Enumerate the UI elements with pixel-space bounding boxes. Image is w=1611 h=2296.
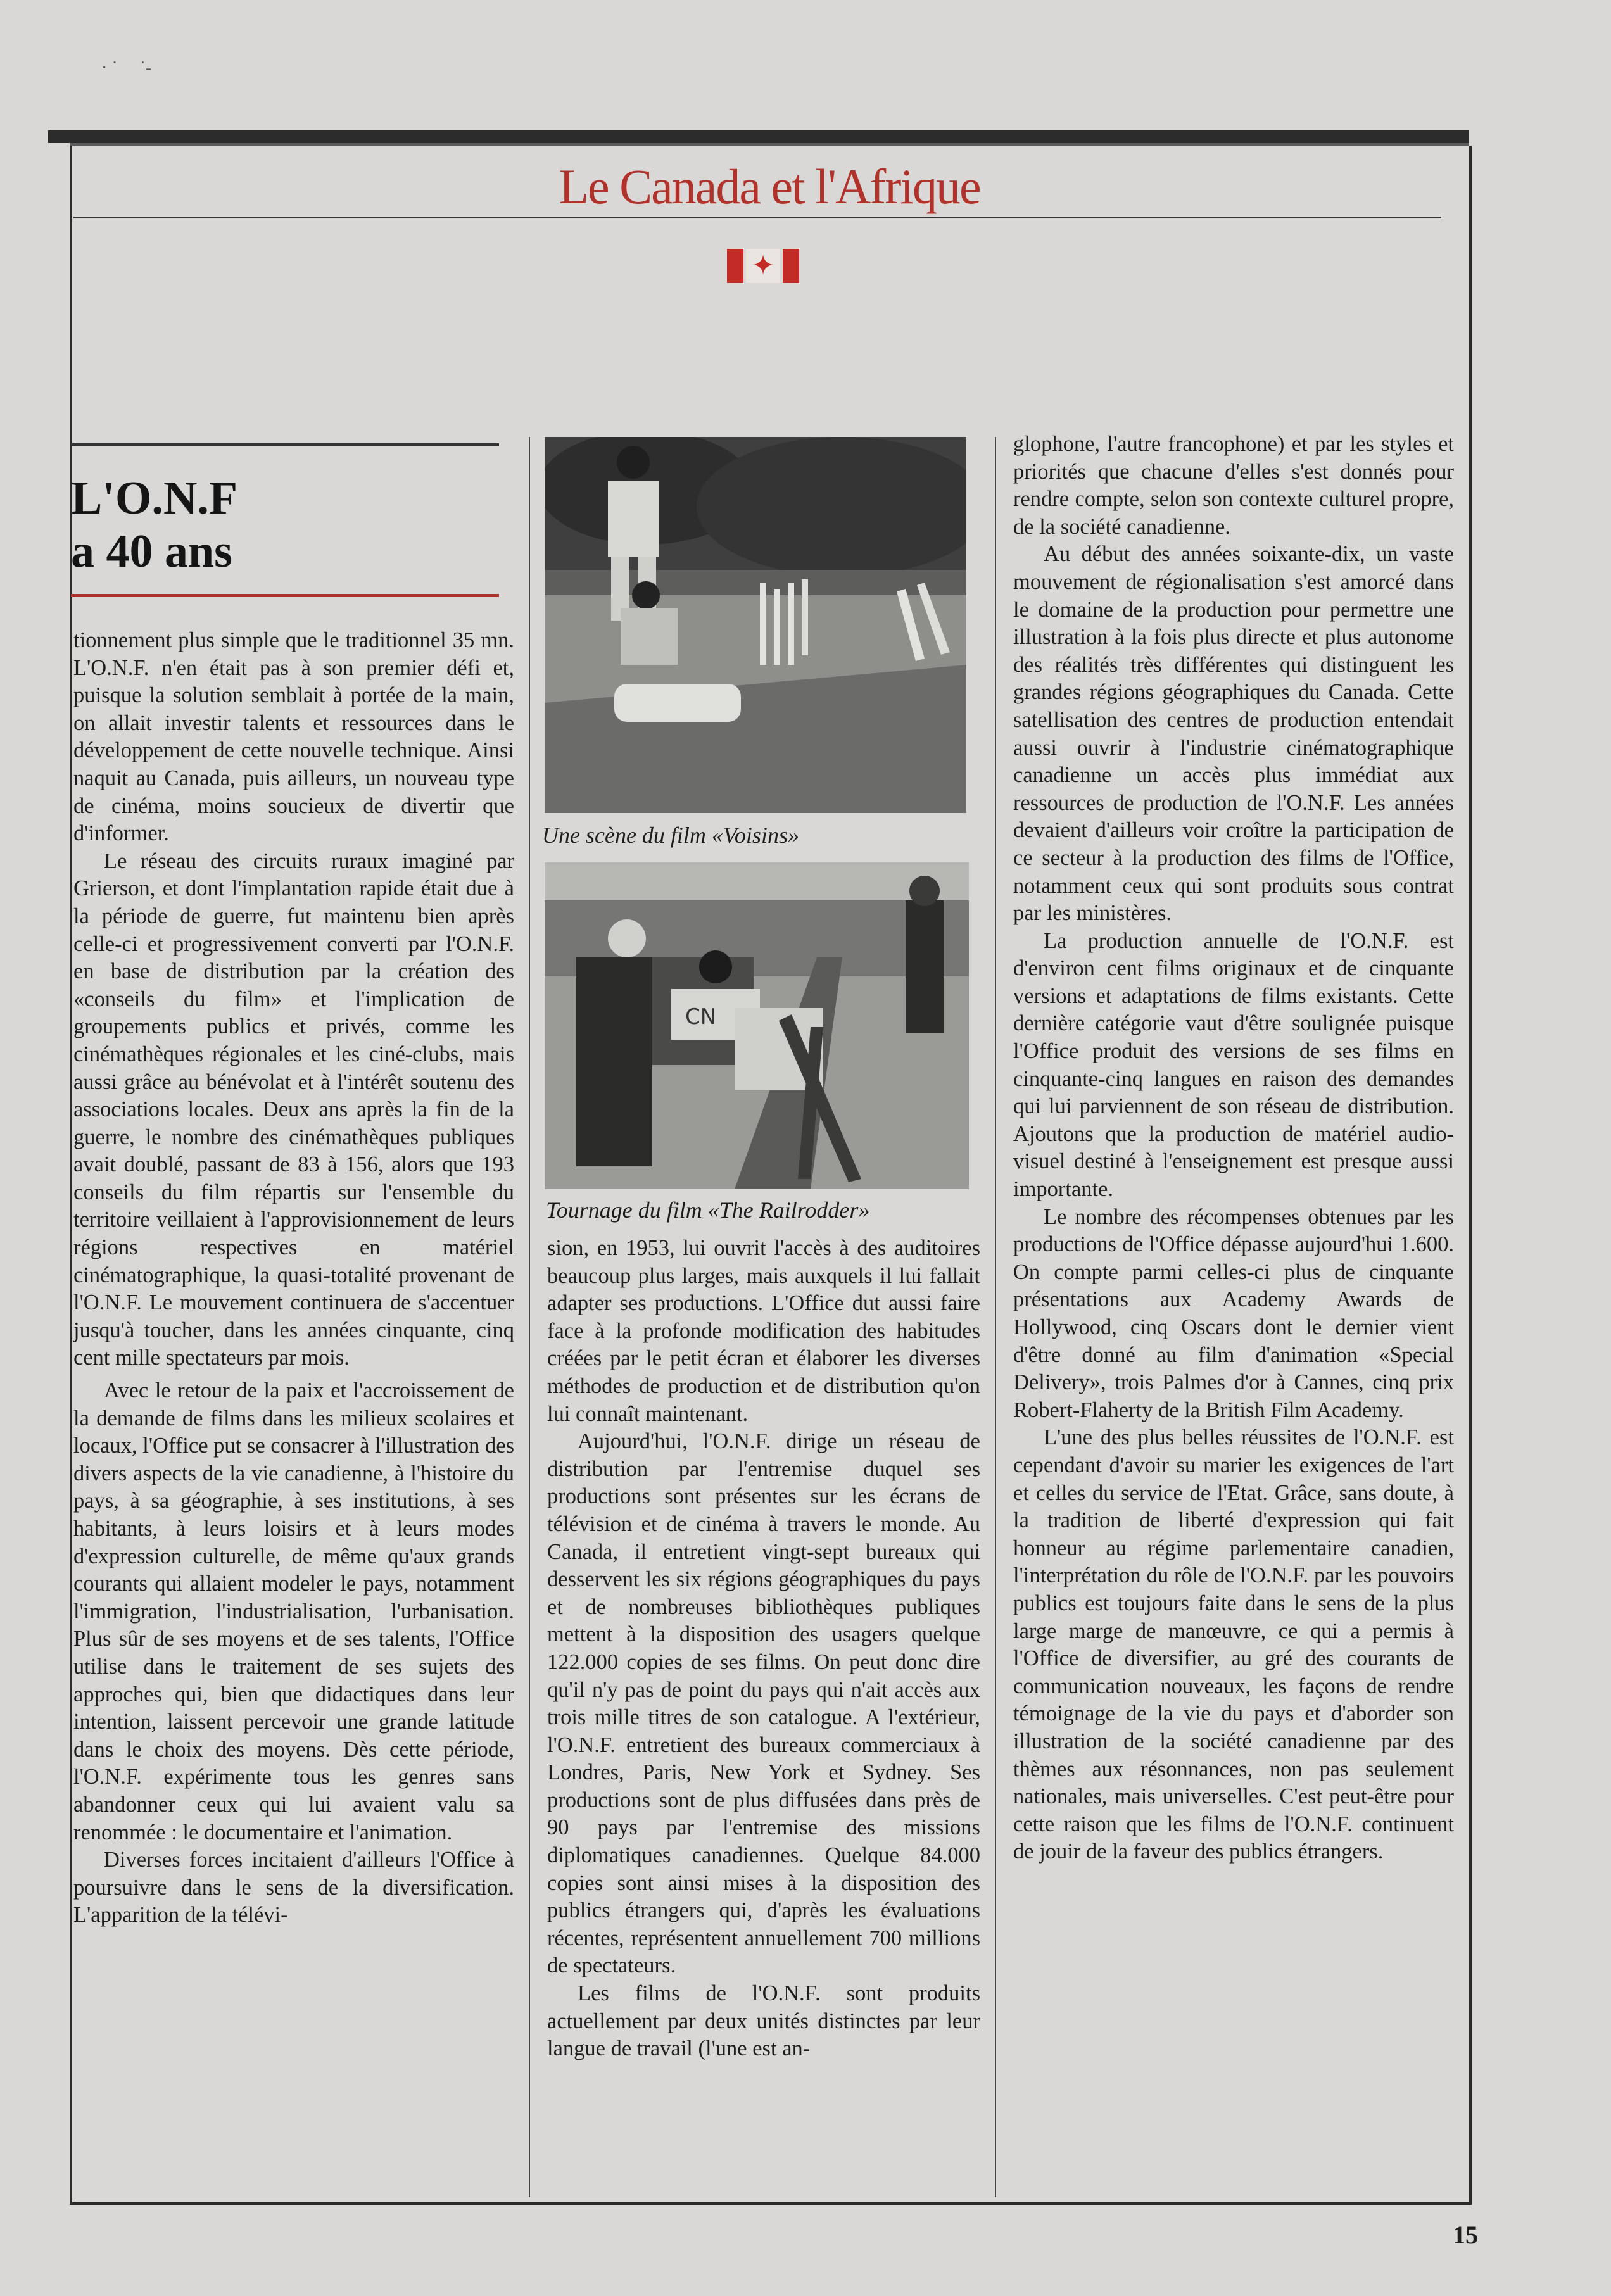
photo-sign-text: CN bbox=[685, 1004, 717, 1030]
photo-voisins bbox=[545, 437, 966, 813]
paragraph: Le réseau des circuits ruraux imaginé par Grierson, et dont l'implantation rapide était due à la période de guerre, fut maintenu bien après celle-ci et progressivement converti par l'O.N.F. en base de distribution par la création des «conseils du film» et l'implication de groupements publics et privés, comme les cinémathèques régionales et les ciné-clubs, mais aussi grâce au bénévolat et à l'intérêt soutenu des associations locales. Deux ans après la fin de la guerre, le nombre des cinémathèques publiques avait doublé, passant de 83 à 156, alors que 193 conseils du film répartis sur l'ensemble du territoire veillaient à l'approvisionnement de leurs régions respectives en matériel cinématographique, la quasi-totalité provenant de l'O.N.F. Le mouvement continuera de s'accentuer jusqu'à toucher, dans les années cinquante, cinq cent mille spectateurs par mois. bbox=[73, 848, 514, 1370]
paragraph: Avec le retour de la paix et l'accroissement de la demande de films dans les milieux scolaires et locaux, l'Office put se consacrer à l'illustration des divers aspects de la vie canadienne, à l'histoire du pays, à sa géographie, à ses institutions, à ses habitants, à leurs loisirs et à leurs modes d'expression culturelle, de même qu'aux grands courants qui allaient modeler le pays, notamment l'immigration, l'industrialisation, l'urbanisation. Plus sûr de ses moyens et de ses talents, l'Office utilise dans le traitement de ses sujets des approches qui, bien que didactiques dans leur intention, laissent percevoir une grande latitude dans le choix des moyens. Dès cette période, l'O.N.F. expérimente tous les genres sans abandonner ceux qui lui avaient valu sa renommée : le documentaire et l'animation. bbox=[73, 1378, 514, 1845]
flag-right-bar bbox=[783, 249, 799, 283]
paragraph: Aujourd'hui, l'O.N.F. dirige un réseau de distribution par l'entremise duquel ses productions sont présentes sur les écrans de télévision et de cinéma à travers le monde. Au Canada, il entretient vingt-sept bureaux qui desservent les six régions géographiques du pays et de nombreuses bibliothèques publiques mettent à la disposition des usagers quelque 122.000 copies de ses films. On peut donc dire qu'il n'y pas de point du pays qui n'ait accès aux trois mille titres de son catalogue. A l'extérieur, l'O.N.F. entretient des bureaux commerciaux à Londres, Paris, New York et Sydney. Ses productions sont de plus diffusées dans près de 90 pays par l'entremise des missions diplomatiques canadiennes. Quelque 84.000 copies sont ainsi mises à la disposition des publics étrangers qui, d'après les évaluations récentes, représentent annuellement 700 millions de spectateurs. bbox=[547, 1429, 980, 1978]
photo-voisins-caption: Une scène du film «Voisins» bbox=[542, 823, 799, 848]
photo-railrodder-caption: Tournage du film «The Railrodder» bbox=[546, 1197, 870, 1223]
column-divider-2 bbox=[995, 437, 996, 2197]
paragraph: Au début des années soixante-dix, un vaste mouvement de régionalisation s'est amorcé dans le domaine de la production pour permettre une illustration à la fois plus directe et plus autonome des réalités très différentes qui distinguent les grandes régions géographiques du Canada. Cette satellisation des centres de production entendait aussi ouvrir à l'industrie cinématographique canadienne un accès plus immédiat aux ressources de production de l'O.N.F. Les années devaient d'ailleurs voir croître la participation de ce secteur à la production des films de l'Office, notamment ceux qui sont produits sous contrat par les ministères. bbox=[1013, 542, 1454, 926]
paragraph: La production annuelle de l'O.N.F. est d'environ cent films originaux et de cinquante versions et adaptations de films existants. Cette dernière catégorie vaut d'être soulignée puisque l'Office produit des versions de ses films en cinquante-cinq langues en raison des demandes qui lui parviennent de son réseau de distribution. Ajoutons que la production de matériel audio-visuel destiné à l'enseignement est presque aussi importante. bbox=[1013, 928, 1454, 1202]
photo-voisins-image bbox=[545, 437, 966, 813]
flag-left-bar bbox=[727, 249, 743, 283]
section-title: Le Canada et l'Afrique bbox=[559, 159, 980, 214]
headline-rule-bottom bbox=[71, 594, 499, 597]
text-column-3 bbox=[1013, 431, 1454, 1866]
canada-flag-icon bbox=[727, 249, 799, 283]
text-column-1 bbox=[73, 627, 514, 1929]
paragraph: sion, en 1953, lui ouvrit l'accès à des auditoires beaucoup plus larges, mais auxquels il lui fallait adapter ses productions. L'Office dut aussi faire face à la profonde modification des habitudes créées par le petit écran et élaborer les diverses méthodes de production et de distribution qu'on lui connaît maintenant. bbox=[547, 1236, 980, 1426]
page-number: 15 bbox=[1453, 2221, 1478, 2249]
top-border-bar bbox=[48, 130, 1469, 143]
article-headline bbox=[71, 472, 489, 578]
paragraph: glophone, l'autre francophone) et par les styles et priorités que chacune d'elles s'est donnés pour rendre compte, selon son contexte culturel propre, de la société canadienne. bbox=[1013, 432, 1454, 539]
photo-railrodder bbox=[545, 862, 969, 1189]
paragraph: tionnement plus simple que le traditionnel 35 mn. L'O.N.F. n'en était pas à son premier défi et, puisque la solution semblait à portée de la main, on allait investir talents et ressources dans le développement de cette nouvelle technique. Ainsi naquit au Canada, puis ailleurs, un nouveau type de cinéma, moins soucieux de divertir que d'informer. bbox=[73, 628, 514, 846]
maple-leaf-icon: ✦ bbox=[751, 249, 775, 282]
headline-line-2: a 40 ans bbox=[71, 526, 232, 577]
paragraph: Diverses forces incitaient d'ailleurs l'Office à poursuivre dans le sens de la diversification. L'apparition de la télévi- bbox=[73, 1848, 514, 1927]
text-column-2 bbox=[547, 1235, 980, 2063]
paragraph: L'une des plus belles réussites de l'O.N.F. est cependant d'avoir su marier les exigences de l'art et celles du service de l'Etat. Grâce, sans doute, à la tradition de liberté d'expression qui fait honneur au régime parlementaire canadien, l'interprétation du rôle de l'O.N.F. par les pouvoirs publics est toujours faite dans le sens de la plus large marge de manœuvre, ce qui a permis à l'Office de diversifier, au gré des courants de communication nouveaux, les façons de rendre témoignage de la vie du pays et d'aborder son illustration de la société canadienne par des thèmes aux résonnances, non pas seulement nationales, mais universelles. C'est peut-être pour cette raison que les films de l'O.N.F. continuent de jouir de la faveur des publics étrangers. bbox=[1013, 1425, 1454, 1864]
column-divider-1 bbox=[529, 437, 530, 2197]
headline-rule-top bbox=[71, 443, 499, 446]
photo-railrodder-image bbox=[545, 862, 969, 1189]
paragraph: Le nombre des récompenses obtenues par les productions de l'Office dépasse aujourd'hui 1.600. On compte parmi celles-ci plus de cinquante présentations aux Academy Awards de Hollywood, cinq Oscars dont le dernier vient d'être donné au film d'animation «Special Delivery», trois Palmes d'or à Cannes, cinq prix Robert-Flaherty de la British Film Academy. bbox=[1013, 1204, 1454, 1422]
title-rule bbox=[73, 217, 1441, 218]
paragraph: Les films de l'O.N.F. sont produits actuellement par deux unités distinctes par leur langue de travail (l'une est an- bbox=[547, 1981, 980, 2061]
headline-line-1: L'O.N.F bbox=[71, 472, 238, 524]
scan-specks: · ˙ ˙- bbox=[101, 58, 152, 78]
